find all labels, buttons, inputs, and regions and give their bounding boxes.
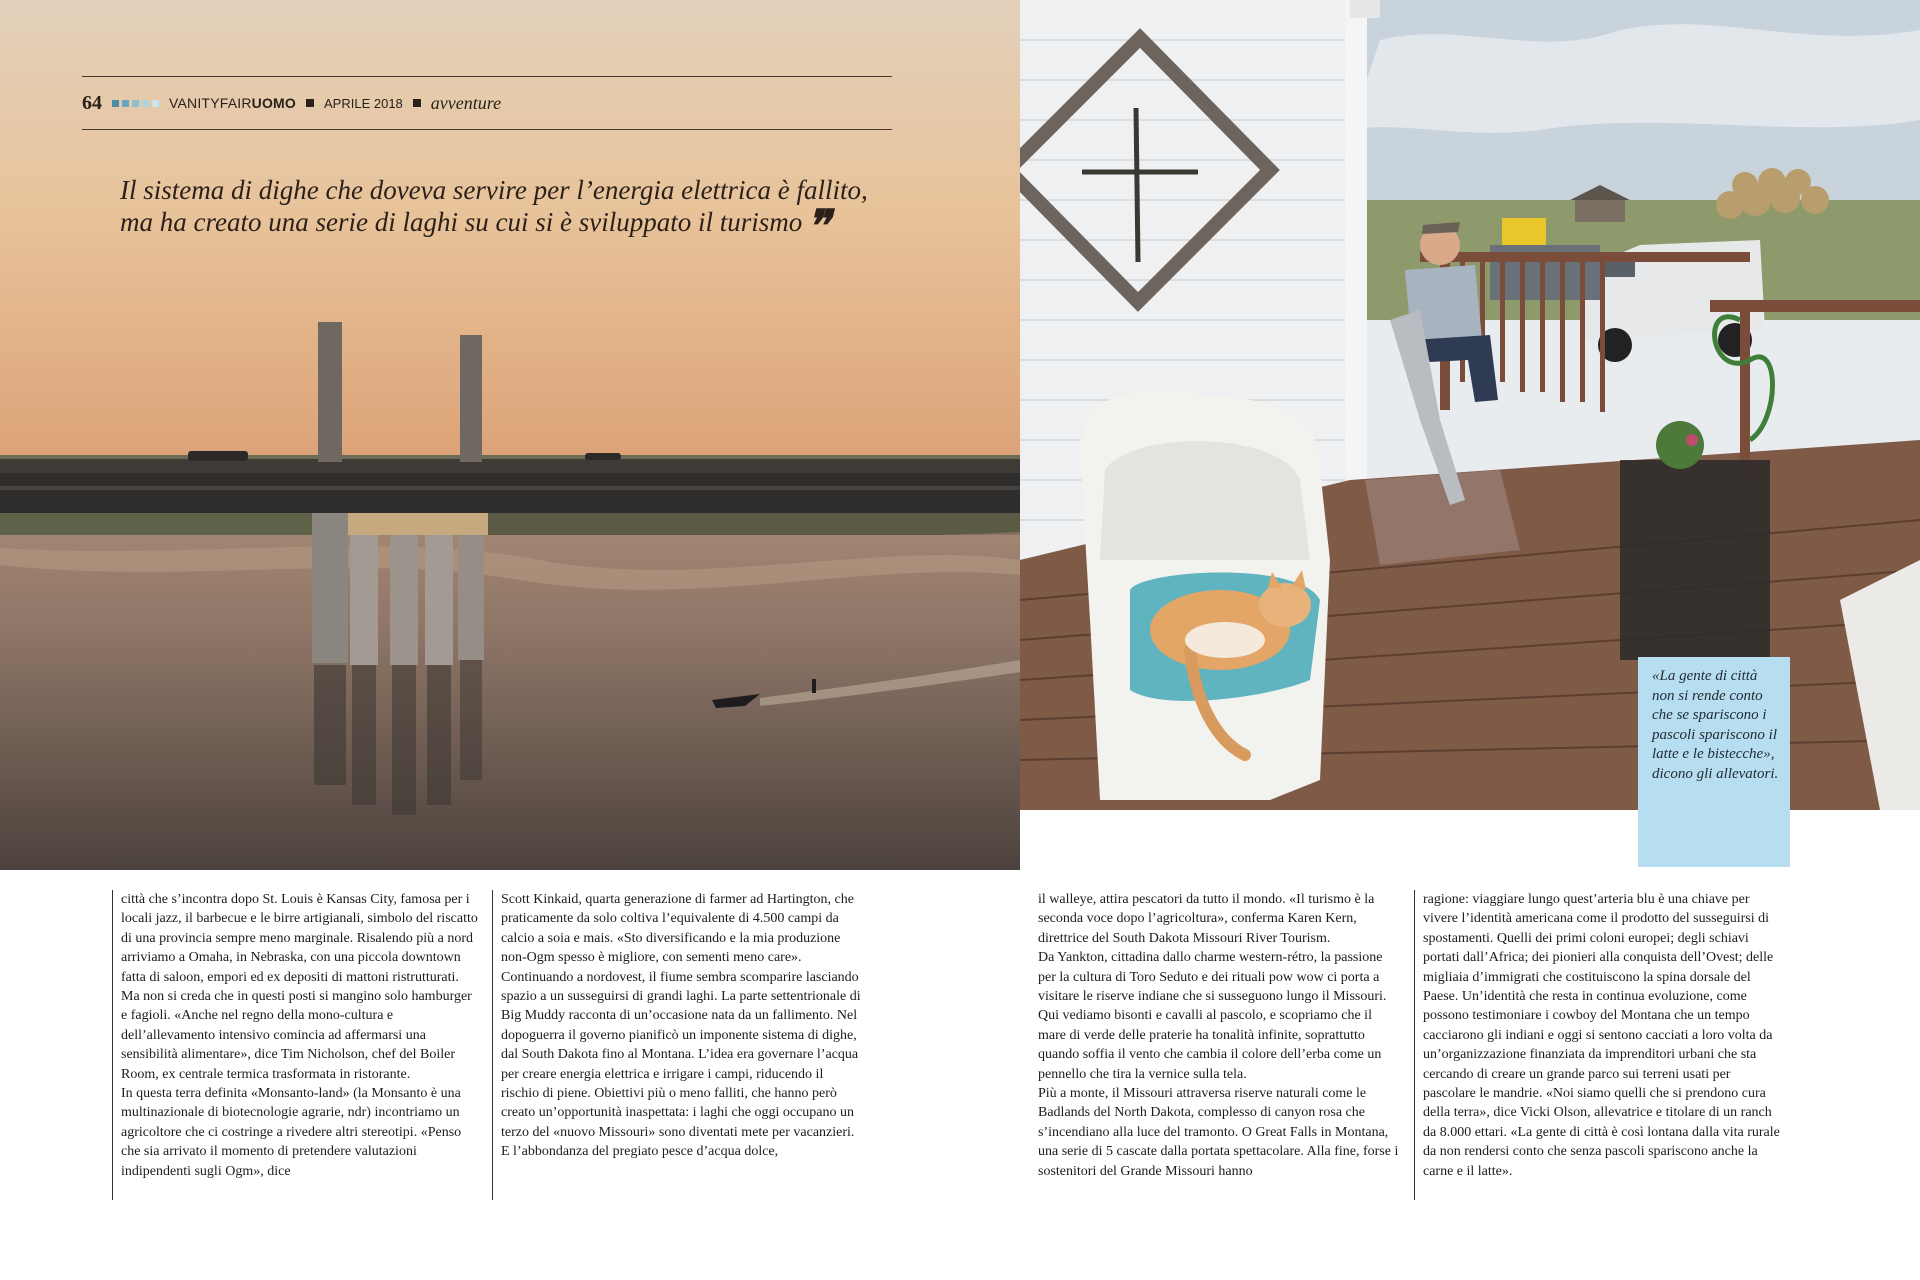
magazine-suffix: UOMO [251, 95, 297, 111]
issue-date: APRILE 2018 [324, 95, 403, 111]
magazine-prefix: VANITYFAIR [169, 95, 252, 111]
bridge-photo [0, 0, 1020, 870]
separator-square [413, 99, 421, 107]
pullquote-text: Il sistema di dighe che doveva servire per l’energia elettrica è fallito, ma ha creato una serie di laghi su cui si è sviluppato il turismo [120, 175, 868, 237]
decorative-dots [112, 100, 159, 107]
text-column-2 [492, 890, 862, 1200]
close-quote-icon: ❞ [806, 202, 830, 251]
column-text: Scott Kinkaid, quarta generazione di farmer ad Hartington, che praticamente da solo coltiva l’equivalente di 4.500 campi da calcio a soia e mais. «Sto diversificando e la mia produzione non-Ogm spesso è migliore, con sementi meno care». Continuando a nordovest, il fiume sembra scomparire lasciando spazio a un susseguirsi di grandi laghi. La parte settentrionale di Big Muddy racconta di un’occasione nata da un fallimento. Nel dopoguerra il governo pianificò un imponente sistema di dighe, dal South Dakota fino al Montana. L’idea era governare l’acqua per creare energia elettrica e irrigare i campi, riducendo il rischio di piene. Obiettivi più o meno falliti, che hanno però creato un’opportunità inaspettata: i laghi che oggi occupano un terzo del «nuovo Missouri» sono diventati mete per vacanzieri. E l’abbondanza del pregiato pesce d’acqua dolce, [501, 892, 861, 1160]
separator-square [306, 99, 314, 107]
text-column-4 [1414, 890, 1786, 1200]
column-text: ragione: viaggiare lungo quest’arteria blu è una chiave per vivere l’identità americana come il prodotto del susseguirsi di spostamenti. Quelli dei primi coloni europei; degli schiavi portati dall’Africa; dei pionieri alla conquista dell’Ovest; delle migliaia d’immigrati che costituiscono la spina dorsale del Paese. Un’identità che resta in continua evoluzione, come possono testimoniare i cowboy del Montana che un tempo cacciarono gli indiani e oggi si sentono cacciati a loro volta da un’organizzazione finanziata da imprenditori urbani che sta cercando di creare un grande parco sui terreni usati per pascolare le mandrie. «Noi siamo quelli che si prendono cura della terra», dice Vicki Olson, allevatrice e titolare di un ranch da 8.000 ettari. «La gente di città è così lontana dalla vita rurale da non rendersi conto che senza pascoli spariscono anche la carne e il latte». [1423, 892, 1780, 1179]
column-text: il walleye, attira pescatori da tutto il mondo. «Il turismo è la seconda voce dopo l’agricoltura», conferma Karen Kern, direttrice del South Dakota Missouri River Tourism. Da Yankton, cittadina dallo charme western-rétro, la passione per la cultura di Toro Seduto e dei rituali pow wow ci porta a visitare le riserve indiane che si susseguono lungo il Missouri. Qui vediamo bisonti e cavalli al pascolo, e scopriamo che il mare di verde delle praterie ha tonalità infinite, soprattutto quando soffia il vento che cambia il colore dell’erba come un pennello che tira la vernice sulla tela. Più a monte, il Missouri attraversa riserve naturali come le Badlands del North Dakota, complesso di canyon rosa che s’incendiano alla luce del tramonto. O Great Falls in Montana, una serie di 5 cascate dalla portata spettacolare. Alla fine, forse i sostenitori del Grande Missouri hanno [1038, 892, 1399, 1179]
magazine-name [169, 95, 296, 111]
text-column-1 [112, 890, 480, 1200]
caption-text: «La gente di città non si rende conto che se spariscono i pascoli spariscono il latte e le bistecche», dicono gli allevatori. [1652, 668, 1779, 782]
page-number: 64 [82, 91, 102, 114]
bridge-illustration [0, 0, 1020, 870]
text-column-3 [1030, 890, 1402, 1200]
pullquote [120, 174, 900, 251]
running-header [82, 76, 892, 130]
column-text: città che s’incontra dopo St. Louis è Kansas City, famosa per i locali jazz, il barbecue e le birre artigianali, simbolo del riscatto di una provincia sempre meno marginale. Risalendo più a nord arriviamo a Omaha, in Nebraska, con una piccola downtown fatta di saloon, empori ed ex depositi di mattoni ristrutturati. Ma non si creda che in questi posti si mangino solo hamburger e fagioli. «Anche nel regno della mono-cultura e dell’allevamento intensivo comincia ad affermarsi una sensibilità alimentare», dice Tim Nicholson, chef del Boiler Room, ex centrale termica trasformata in ristorante. In questa terra definita «Monsanto-land» (la Monsanto è una multinazionale di biotecnologie agrarie, ndr) incontriamo un agricoltore che ci costringe a rivedere altri stereotipi. «Penso che sia arrivato il momento di pretendere valutazioni indipendenti sugli Ogm», dice [121, 892, 478, 1179]
photo-caption [1638, 657, 1790, 867]
section-name: avventure [430, 92, 502, 113]
